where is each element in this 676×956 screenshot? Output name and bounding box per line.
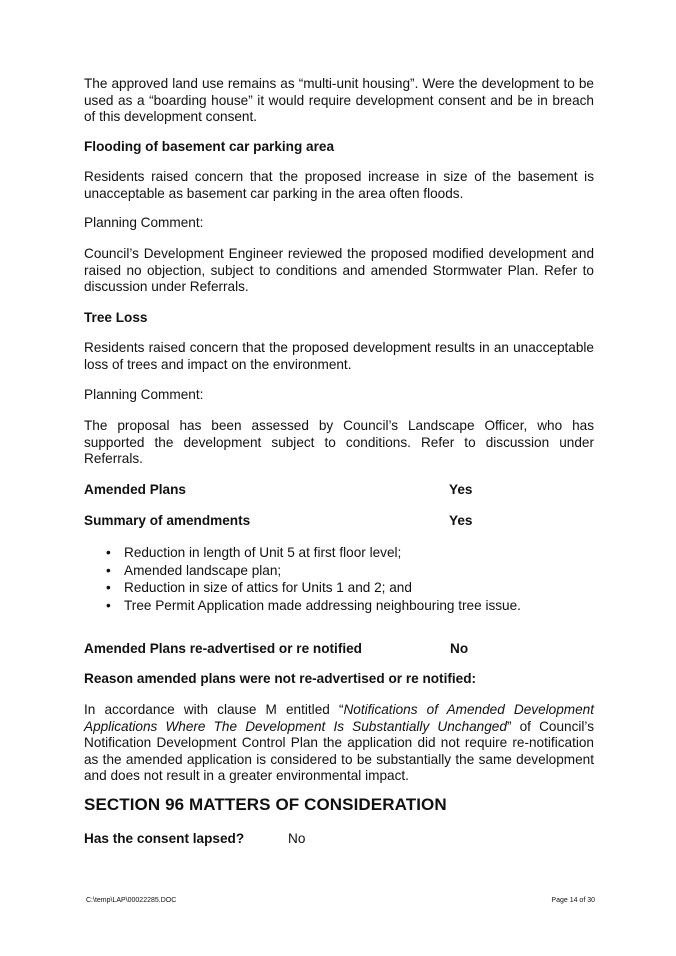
tree-loss-heading: Tree Loss (84, 310, 148, 325)
footer-page-number: Page 14 of 30 (551, 897, 595, 904)
consent-lapsed-row (84, 830, 594, 847)
readvertised-row (84, 640, 594, 657)
land-use-paragraph: The approved land use remains as “multi-unit housing”. Were the development to be used as a “boarding house” it would require development consent and be in breach of this development consent. (84, 76, 594, 125)
flooding-heading: Flooding of basement car parking area (84, 139, 335, 154)
summary-amendments-label: Summary of amendments (84, 513, 251, 528)
reason-paragraph (84, 702, 594, 785)
amendments-list (104, 544, 521, 614)
consent-lapsed-label: Has the consent lapsed? (84, 831, 245, 846)
amended-plans-value: Yes (449, 482, 473, 497)
summary-amendments-row (84, 512, 594, 529)
reason-text-italic: Notifications of Amended Development Applications Where The Development Is Substantially Unchanged (84, 702, 594, 734)
tree-concern-paragraph: Residents raised concern that the proposed development results in an unacceptable loss of trees and impact on the environment. (84, 340, 594, 372)
amended-plans-row (84, 481, 594, 498)
planning-comment-label-2: Planning Comment: (84, 387, 204, 402)
list-item: • Amended landscape plan; (104, 562, 521, 580)
list-item: • Reduction in length of Unit 5 at first floor level; (104, 544, 521, 562)
list-item: • Tree Permit Application made addressing neighbouring tree issue. (104, 597, 521, 615)
planning-comment-label-1: Planning Comment: (84, 215, 204, 230)
footer-file-path: C:\temp\LAP\00022285.DOC (86, 897, 177, 904)
readvertised-value: No (450, 641, 469, 656)
landscape-comment-paragraph: The proposal has been assessed by Council’s Landscape Officer, who has supported the development subject to conditions. Refer to discussion under Referrals. (84, 418, 594, 467)
reason-text-after: ” of Council’s Notification Development Control Plan the application did not require re-notification as the amended application is considered to be substantially the same development and does not result in a greater environmental impact. (84, 718, 595, 784)
amended-plans-label: Amended Plans (84, 482, 186, 497)
engineer-comment-paragraph: Council’s Development Engineer reviewed the proposed modified development and raised no objection, subject to conditions and amended Stormwater Plan. Refer to discussion under Referrals. (84, 246, 594, 295)
list-item: • Reduction in size of attics for Units 1 and 2; and (104, 579, 521, 597)
reason-text-before: In accordance with clause M entitled “ (84, 702, 344, 717)
consent-lapsed-value: No (288, 831, 306, 846)
flooding-concern-paragraph: Residents raised concern that the proposed increase in size of the basement is unacceptable as basement car parking in the area often floods. (84, 169, 594, 201)
section-heading: SECTION 96 MATTERS OF CONSIDERATION (84, 795, 447, 814)
reason-heading: Reason amended plans were not re-advertised or re notified: (84, 671, 477, 686)
readvertised-label: Amended Plans re-advertised or re notified (84, 641, 362, 656)
summary-amendments-value: Yes (449, 513, 473, 528)
